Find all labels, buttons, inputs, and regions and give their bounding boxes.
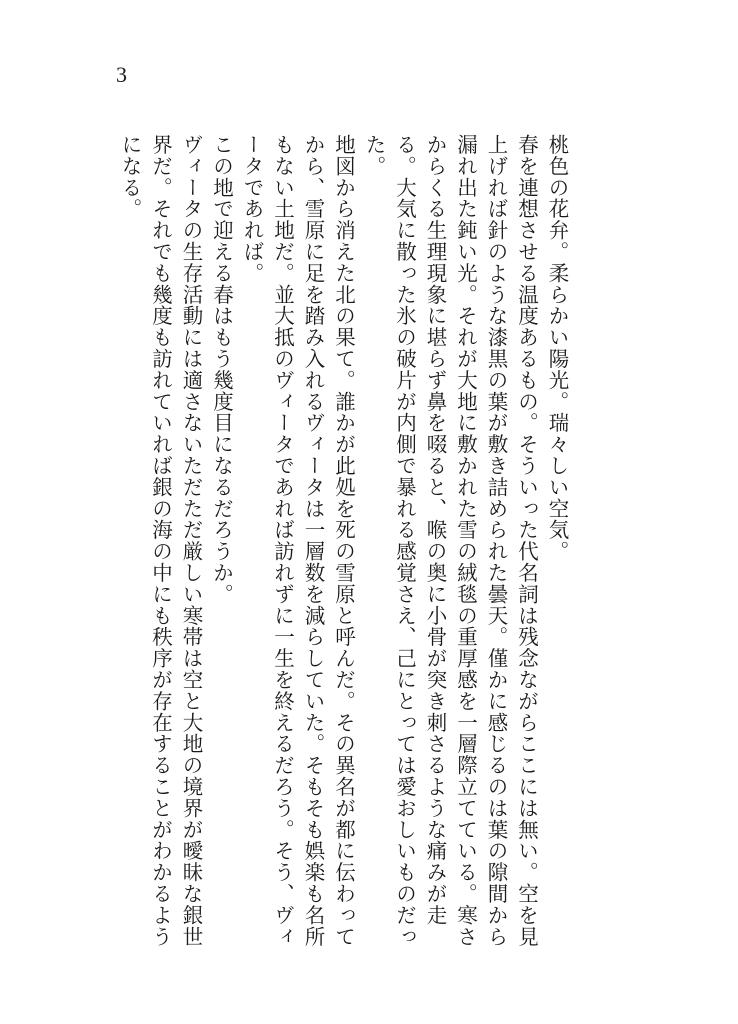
paragraph-5: ヴィータの生存活動には適さないただただ厳しい寒帯は空と大地の境界が曖昧な銀世界だ。それでも幾度も訪れていれば銀の海の中にも秩序が存在することがわかるようになる。 [118, 134, 203, 948]
paragraph-3: 地図から消えた北の果て。誰かが此処を死の雪原と呼んだ。その異名が都に伝わってから、雪原に足を踏み入れるヴィータは一層数を減らしていた。そもそも娯楽も名所もない土地だ。並大抵のヴィータであれば訪れずに一生を終えるだろう。そう、ヴィータであれば。 [240, 134, 356, 948]
vertical-body-text [115, 134, 573, 954]
paragraph-4: この地で迎える春はもう幾度目になるだろうか。 [209, 134, 234, 605]
paragraph-2: 春を連想させる温度あるもの。そういった代名詞は残念ながらここには無い。空を見上げれば針のような漆黒の葉が敷き詰められた曇天。僅かに感じるのは葉の隙間から漏れ出た鈍い光。それが大地に敷かれた雪の絨毯の重厚感を一層際立てている。寒さからくる生理現象に堪らず鼻を啜ると、喉の奥に小骨が突き刺さるような痛みが走る。大気に散った氷の破片が内側で暴れる感覚さえ、己にとっては愛おしいものだった。 [362, 134, 539, 948]
page-number: 3 [116, 62, 127, 87]
paragraph-1: 桃色の花弁。柔らかい陽光。瑞々しい空気。 [545, 134, 569, 562]
